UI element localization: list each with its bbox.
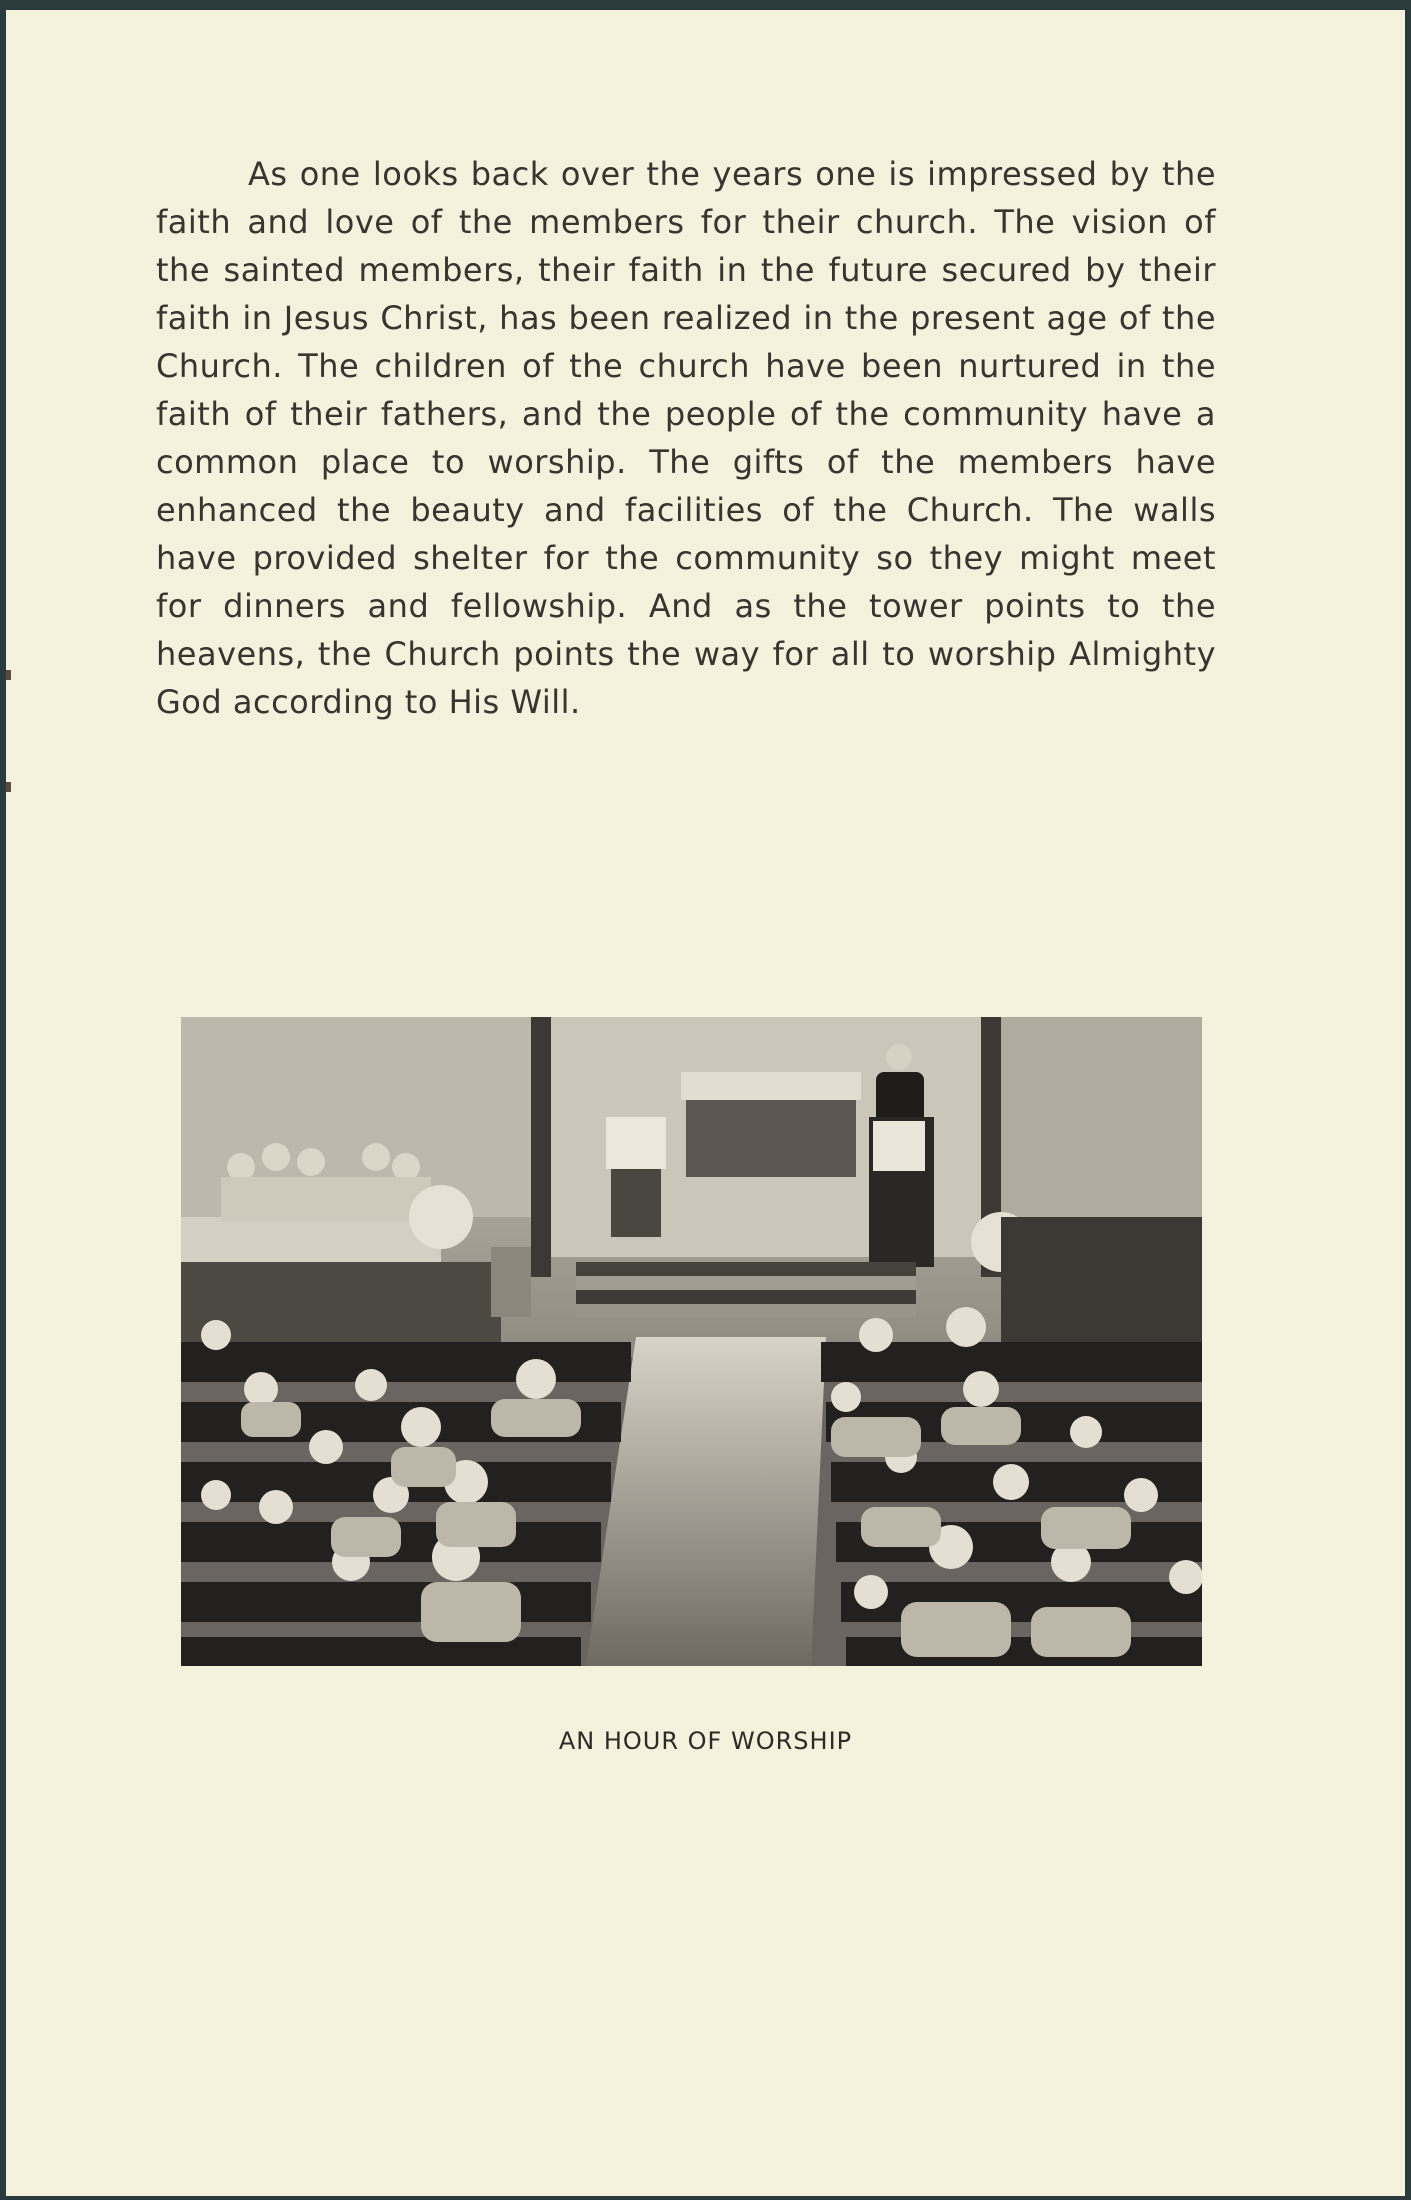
worship-photo (181, 1017, 1202, 1666)
margin-mark (6, 782, 11, 792)
document-page (6, 10, 1405, 2196)
margin-mark (6, 670, 11, 680)
photo-caption: AN HOUR OF WORSHIP (558, 1727, 853, 1755)
body-paragraph: As one looks back over the years one is impressed by the faith and love of the members for their church. The vision of the sainted members, their faith in the future secured by their faith in Jesus Christ, has been realized in the present age of the Church. The children of the church have been nurtured in the faith of their fathers, and the people of the community have a common place to worship. The gifts of the members have enhanced the beauty and facilities of the Church. The walls have provided shelter for the community so they might meet for dinners and fellowship. And as the tower points to the heavens, the Church points the way for all to worship Almighty God according to His Will. (156, 155, 1216, 721)
